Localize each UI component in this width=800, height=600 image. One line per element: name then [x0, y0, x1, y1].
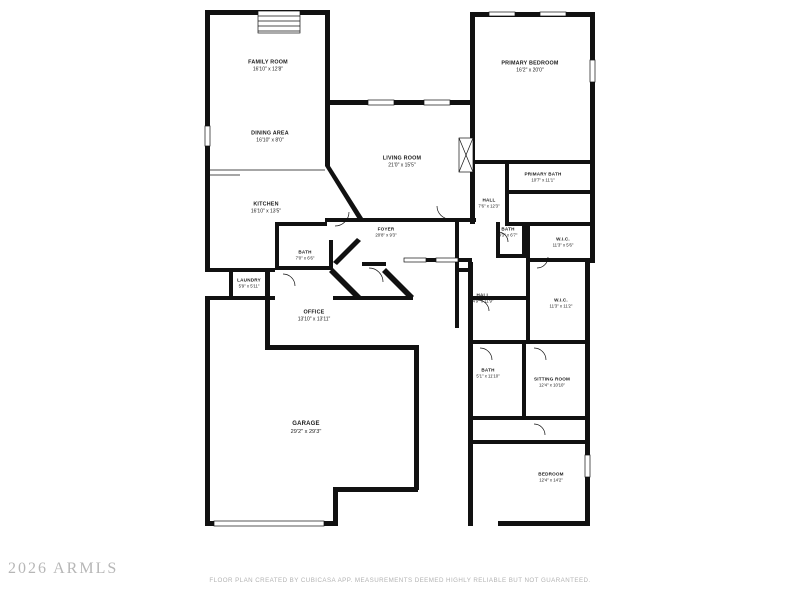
room-dimensions: 16'2" x 20'0"	[516, 67, 544, 74]
room-name: LAUNDRY	[237, 277, 261, 283]
room-name: W.I.C.	[556, 236, 570, 242]
room-name: FOYER	[377, 226, 395, 232]
room-name: HALL	[482, 197, 496, 203]
right-wing-walls	[455, 12, 595, 526]
room-dimensions: 16'10" x 8'0"	[256, 137, 284, 144]
floor-plan-credit: FLOOR PLAN CREATED BY CUBICASA APP. MEASUREMENTS DEEMED HIGHLY RELIABLE BUT NOT GUARANTEED.	[209, 577, 591, 584]
room-name: PRIMARY BATH	[524, 171, 562, 177]
room-dimensions: 4'9" x 11'9"	[472, 298, 494, 304]
armls-watermark: 2026 ARMLS	[8, 560, 119, 577]
room-name: LIVING ROOM	[382, 155, 422, 162]
room-dimensions: 11'3" x 5'6"	[552, 242, 574, 248]
room-name: BATH	[298, 249, 312, 255]
room-dimensions: 11'3" x 11'2"	[549, 303, 573, 309]
room-name: SITTING ROOM	[533, 376, 571, 382]
room-dimensions: 12'4" x 14'2"	[539, 477, 563, 483]
room-name: OFFICE	[303, 309, 325, 316]
room-name: GARAGE	[292, 420, 320, 427]
room-dimensions: 16'10" x 13'5"	[250, 208, 282, 215]
room-dimensions: 21'0" x 15'5"	[388, 162, 416, 169]
room-dimensions: 4'3" x 6'7"	[498, 232, 518, 238]
room-name: DINING AREA	[251, 130, 289, 137]
room-name: W.I.C.	[554, 297, 568, 303]
room-dimensions: 7'0" x 6'6"	[295, 255, 315, 261]
room-dimensions: 10'7" x 11'1"	[531, 177, 555, 183]
room-name: FAMILY ROOM	[248, 59, 288, 66]
room-dimensions: 13'10" x 13'11"	[297, 316, 331, 323]
room-name: BEDROOM	[538, 471, 564, 477]
room-name: HALL	[476, 292, 490, 298]
center-walls	[325, 100, 476, 272]
room-dimensions: 29'2" x 29'3"	[290, 428, 322, 435]
kitchen-fixtures	[210, 170, 325, 175]
room-dimensions: 5'1" x 11'10"	[476, 373, 500, 379]
room-dimensions: 7'6" x 12'3"	[478, 203, 500, 209]
room-name: BATH	[481, 367, 495, 373]
room-dimensions: 5'9" x 5'11"	[238, 283, 260, 289]
room-dimensions: 12'4" x 10'10"	[539, 382, 565, 388]
room-dimensions: 16'10" x 12'8"	[252, 66, 284, 73]
room-name: BATH	[501, 226, 515, 232]
room-dimensions: 20'8" x 9'3"	[375, 232, 397, 238]
room-name: PRIMARY BEDROOM	[501, 60, 559, 67]
room-name: KITCHEN	[253, 201, 279, 208]
left-wing-walls	[205, 10, 422, 526]
